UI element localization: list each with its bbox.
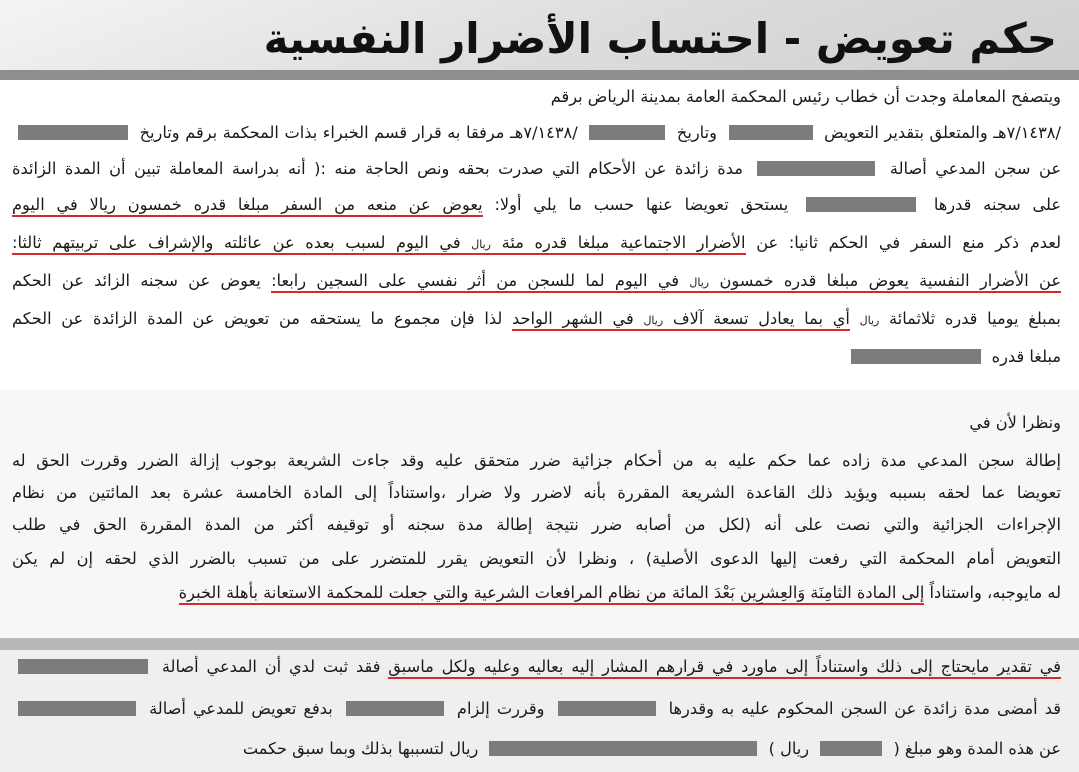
text: الأضرار الاجتماعية مبلغا قدره مئة [501,233,746,252]
redaction-box [851,349,981,364]
redaction-box [346,701,444,716]
redaction-box [18,125,128,140]
paragraph-line [179,582,1061,604]
text: أي بما يعادل تسعة آلاف [672,309,850,328]
text: وتاريخ [139,123,180,142]
underlined-text: في تقدير مايحتاج إلى ذلك واستناداً إلى ماورد في قرارهم المشار إليه بعاليه وعليه ولكل ماسبق [388,657,1061,679]
redaction-box [589,125,665,140]
section-expert-report [0,80,1079,390]
text: ونظرا لأن في [969,413,1061,432]
paragraph-line [12,270,1061,294]
underlined-text: إلى المادة الثامِنَة وَالعِشرِين بَعْدَ المائة من نظام المرافعات الشرعية والتي جعلت للمحكمة الاستعانة بأهلة الخبرة [179,583,925,605]
text: في اليوم لما للسجن من أثر نفسي على السجين رابعا: [271,271,680,290]
paragraph-line [12,194,1061,216]
paragraph-line [243,738,1061,760]
text: ويتصفح المعاملة وجدت أن خطاب رئيس المحكمة العامة بمدينة الرياض برقم [550,87,1061,106]
text: في اليوم لسبب بعده عن عائلته والإشراف على تربيتهم ثالثا: [12,233,461,252]
text: قد أمضى مدة زائدة عن السجن المحكوم عليه به وقدرها [668,699,1061,718]
underlined-text: يعوض عن منعه من السفر مبلغا قدره خمسون ريالا في اليوم [12,195,483,217]
section-judgment [0,650,1079,772]
text: التعويض أمام المحكمة التي رفعت إليها الدعوى الأصلية) ، ونظرا لأن التعويض يقرر للمتضرر على من تسبب بالضرر الذي لحقه إن لم يكن [12,549,1061,568]
paragraph-line [12,548,1061,570]
text: الإجراءات الجزائية والتي نصت على أنه (لكل من أصابه ضرر نتيجة إطالة مدة سجنه أو توقيفه أكثر من المدة المقررة الحق في طلب [12,515,1061,534]
text: لعدم ذكر منع السفر في الحكم ثانيا: عن [756,233,1062,252]
page-title: حكم تعويض - احتساب الأضرار النفسية [263,14,1057,63]
text: فقد ثبت لدي أن المدعي أصالة [161,657,381,676]
text: ريال ) [768,739,810,758]
redaction-box [18,701,136,716]
text: له مايوجبه، واستناداً [929,583,1061,602]
text: بدفع تعويض للمدعي أصالة [149,699,333,718]
text: وتاريخ [676,123,717,142]
paragraph-line [12,450,1061,472]
currency-label: ريال [689,276,710,289]
redaction-box [820,741,882,756]
text: يستحق تعويضا عنها حسب ما يلي أولا: [494,195,789,214]
paragraph-line [12,482,1061,504]
underlined-text [12,233,746,255]
paragraph-line [845,346,1062,368]
paragraph-line [551,86,1061,108]
redaction-box [757,161,875,176]
text: وقررت إلزام [456,699,545,718]
text: /٧/١٤٣٨هـ والمتعلق بتقدير التعويض [824,123,1061,142]
text: بمبلغ يوميا قدره ثلاثمائة [889,309,1061,328]
currency-label: ريال [471,238,491,251]
text: على سجنه قدرها [933,195,1061,214]
redaction-box [729,125,813,140]
underlined-text [271,271,1061,293]
text: عن هذه المدة وهو مبلغ ( [893,739,1061,758]
paragraph-line [969,412,1061,434]
section-legal-basis [0,390,1079,638]
paragraph-line [12,514,1061,536]
text: عن الأضرار النفسية يعوض مبلغا قدره [783,271,1061,290]
text: عن سجن المدعي أصالة [889,159,1061,178]
text: إطالة سجن المدعي مدة زاده عما حكم عليه به من أحكام جزائية ضرر متحقق عليه وقد جاءت الشريعة بوجوب إزالة الضرر وقررت الحق له [12,451,1061,470]
redaction-box [806,197,916,212]
currency-label: ريال [859,314,880,327]
underlined-text [512,309,850,331]
title-stripe [0,70,1079,80]
redaction-box [489,741,757,756]
text: /٧/١٤٣٨هـ مرفقا به قرار قسم الخبراء بذات المحكمة برقم [185,123,578,142]
section-divider [0,638,1079,650]
text: تعويضا عما لحقه بسببه ويؤيد ذلك القاعدة الشريعة المقررة بأنه لاضرر ولا ضرار ،واستناداً إلى المادة الخامسة عشرة بعد المائتين من نظام [12,483,1061,502]
text: في الشهر الواحد [512,309,634,328]
paragraph-line [12,158,1061,180]
paragraph-line [12,698,1061,720]
text: مبلغا قدره [991,347,1061,366]
redaction-box [558,701,656,716]
paragraph-line [12,122,1061,144]
text: ريال لتسببها بذلك وبما سبق حكمت [242,739,479,758]
paragraph-line [12,308,1061,332]
text: مدة زائدة عن الأحكام التي صدرت بحقه ونص الحاجة منه :( أنه بدراسة المعاملة تبين أن المدة الزائدة [12,159,743,178]
redaction-box [18,659,148,674]
title-banner [0,0,1079,80]
text: لذا فإن مجموع ما يستحقه من تعويض عن المدة الزائدة عن الحكم [12,309,503,328]
text: خمسون [719,271,774,290]
paragraph-line [12,656,1061,678]
currency-label: ريال [643,314,664,327]
text: يعوض عن سجنه الزائد عن الحكم [12,271,261,290]
paragraph-line [12,232,1061,256]
